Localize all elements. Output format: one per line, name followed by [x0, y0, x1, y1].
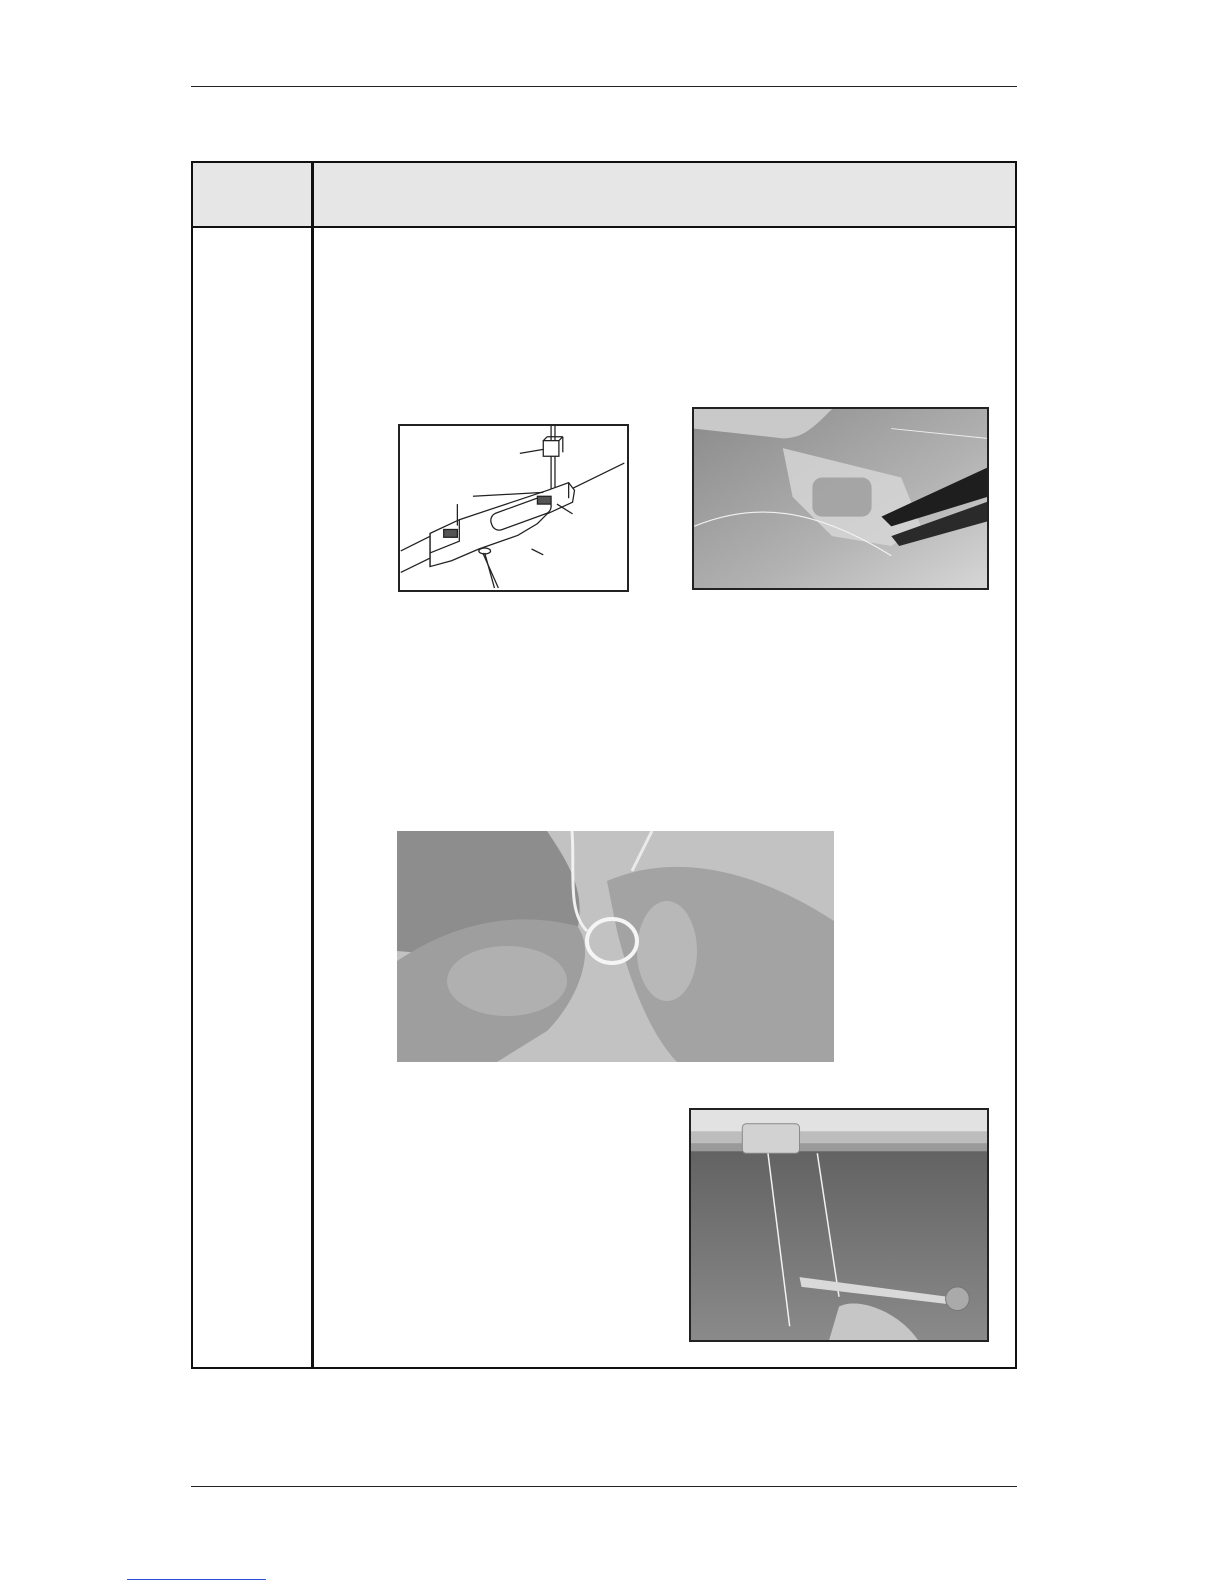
scissors-cutting-photo-image	[691, 1110, 987, 1340]
header-rule	[191, 86, 1017, 87]
tweezers-photo-image	[694, 409, 987, 588]
tweezers-photo	[692, 407, 989, 590]
knot-tying-photo	[397, 831, 834, 1062]
column-divider	[311, 163, 314, 1367]
cord-lock-diagram	[398, 424, 629, 592]
footer-rule	[191, 1486, 1017, 1487]
footer-link-underline[interactable]	[127, 1579, 266, 1580]
cord-lock-drawing	[400, 426, 627, 590]
knot-tying-photo-image	[397, 831, 834, 1062]
table-header-row	[193, 163, 1015, 228]
scissors-cutting-photo	[689, 1108, 989, 1342]
